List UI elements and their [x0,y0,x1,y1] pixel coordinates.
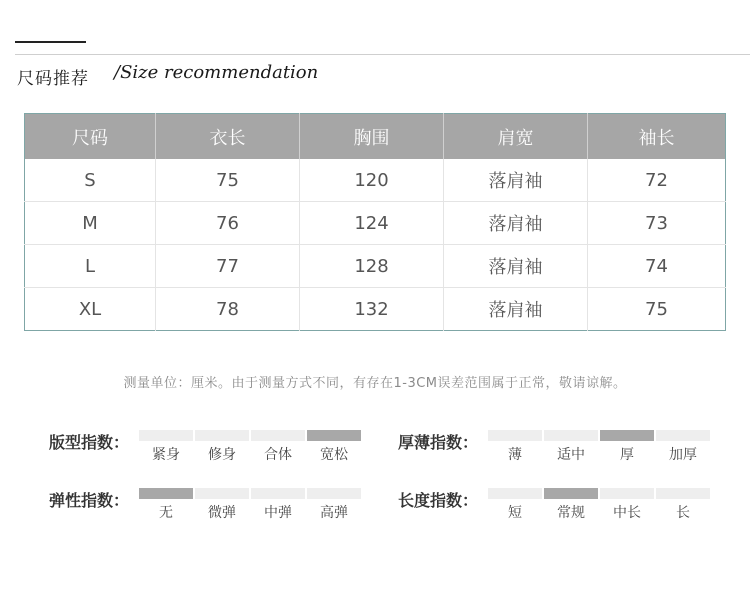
scale-option-label: 宽松 [320,447,348,463]
column-header: 袖长 [588,114,726,160]
length-index-label: 长度指数： [398,491,479,510]
thickness-index-label: 厚薄指数： [398,433,479,452]
table-cell: 75 [588,288,726,331]
column-header: 衣长 [156,114,300,160]
scale-option-label: 微弹 [208,505,236,521]
table-cell: 124 [300,202,444,245]
scale-bar [544,430,598,441]
elasticity-index-label: 弹性指数： [49,491,130,510]
scale-bar [656,488,710,499]
table-cell: 77 [156,245,300,288]
scale-option-label: 高弹 [320,505,348,521]
scale-option-label: 长 [676,505,690,521]
table-cell: 落肩袖 [444,288,588,331]
table-cell: 落肩袖 [444,159,588,202]
table-row [25,288,726,331]
scale-bar [251,430,305,441]
size-chart-table [24,113,726,331]
scale-bar [488,430,542,441]
scale-bar-selected [139,488,193,499]
scale-bar [656,430,710,441]
column-header: 胸围 [300,114,444,160]
scale-bar-selected [600,430,654,441]
header-divider [15,54,750,55]
table-cell: XL [25,288,156,331]
scale-option-label: 无 [159,505,173,521]
table-cell: 73 [588,202,726,245]
table-cell: 74 [588,245,726,288]
header-accent-line [15,41,86,43]
table-cell: 78 [156,288,300,331]
scale-option-label: 常规 [557,505,585,521]
column-header: 尺码 [25,114,156,160]
table-cell: 75 [156,159,300,202]
table-header-row [25,114,726,160]
scale-bar [600,488,654,499]
table-cell: L [25,245,156,288]
scale-bar [139,430,193,441]
fit-index-label: 版型指数： [49,433,130,452]
scale-bar [195,488,249,499]
table-cell: 128 [300,245,444,288]
table-row [25,202,726,245]
table-cell: M [25,202,156,245]
scale-option-label: 加厚 [669,447,697,463]
table-row [25,245,726,288]
table-cell: 落肩袖 [444,202,588,245]
scale-option-label: 适中 [557,447,585,463]
table-cell: 76 [156,202,300,245]
scale-option-label: 合体 [264,447,292,463]
section-title-en: /Size recommendation [114,62,319,83]
section-title-cn: 尺码推荐 [17,69,89,89]
measurement-note: 测量单位：厘米。由于测量方式不同，有存在1-3CM误差范围属于正常，敬请谅解。 [123,376,627,391]
table-cell: 落肩袖 [444,245,588,288]
scale-bar-selected [544,488,598,499]
scale-option-label: 短 [508,505,522,521]
scale-option-label: 修身 [208,447,236,463]
scale-bar [488,488,542,499]
table-cell: S [84,169,96,191]
scale-bar-selected [307,430,361,441]
scale-bar [195,430,249,441]
scale-bar [307,488,361,499]
scale-option-label: 薄 [508,447,522,463]
scale-option-label: 中弹 [264,505,292,521]
table-cell: 132 [300,288,444,331]
scale-option-label: 中长 [613,505,641,521]
table-cell: 72 [588,159,726,202]
column-header: 肩宽 [444,114,588,160]
scale-option-label: 紧身 [152,447,180,463]
scale-bar [251,488,305,499]
table-row [25,159,726,202]
table-cell: 120 [300,159,444,202]
scale-option-label: 厚 [620,447,634,463]
